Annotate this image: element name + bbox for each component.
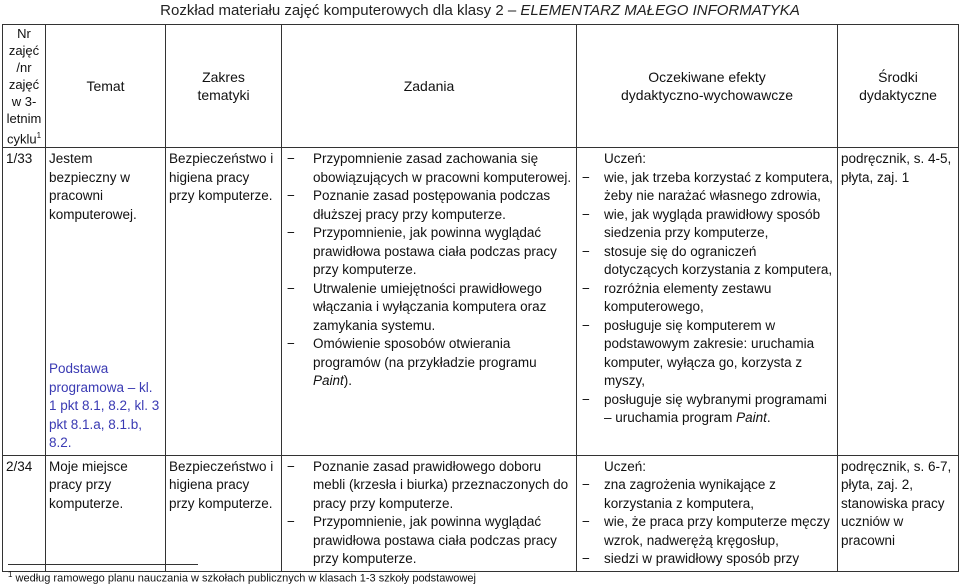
cell-zakres: Bezpieczeństwo i higiena pracy przy komputerze. — [166, 455, 282, 571]
cell-temat: Moje miejsce pracy przy komputerze. — [46, 455, 166, 571]
cell-efekty — [577, 148, 838, 456]
title-italic: ELEMENTARZ MAŁEGO INFORMATYKA — [520, 2, 800, 19]
cell-zakres: Bezpieczeństwo i higiena pracy przy komputerze. — [166, 148, 282, 456]
cell-zadania — [282, 455, 577, 571]
table-row — [3, 148, 959, 456]
list-item: − Przypomnienie zasad zachowania się obowiązujących w pracowni komputerowej. — [313, 150, 573, 187]
temat-text: Jestem bezpieczny w pracowni komputerowej. — [49, 151, 137, 222]
efekty-head: Uczeń: — [604, 458, 647, 474]
list-item: − siedzi w prawidłowy sposób przy — [604, 550, 834, 569]
header-srodki: Środki dydaktyczne — [838, 25, 959, 148]
list-item: − wie, że praca przy komputerze męczy wzrok, nadwerężą kręgosłup, — [604, 513, 834, 550]
footnote-ref: 1 — [36, 131, 42, 140]
list-item: − Przypomnienie, jak powinna wyglądać prawidłowa postawa ciała podczas pracy przy komputerze. — [313, 224, 573, 280]
list-item: − posługuje się komputerem w podstawowym zakresie: uruchamia komputer, wyłącza go, korzysta z myszy, — [604, 317, 834, 391]
footnote-mark: 1 — [8, 570, 13, 579]
cell-temat — [46, 148, 166, 456]
footnote — [8, 568, 476, 586]
table-row — [3, 455, 959, 571]
list-item: − rozróżnia elementy zestawu komputerowego, — [604, 280, 834, 317]
document-title — [0, 0, 960, 22]
list-item: − Utrwalenie umiejętności prawidłowego włączania i wyłączania komputera oraz zamykania systemu. — [313, 280, 573, 336]
list-item: − Poznanie zasad postępowania podczas dłuższej pracy przy komputerze. — [313, 187, 573, 224]
podstawa-programowa-link[interactable]: Podstawa programowa – kl. 1 pkt 8.1, 8.2, kl. 3 pkt 8.1.a, 8.1.b, 8.2. — [49, 361, 160, 451]
footnote-divider — [8, 564, 198, 565]
list-item: − Przypomnienie, jak powinna wyglądać prawidłowa postawa ciała podczas pracy przy komputerze. — [313, 513, 573, 569]
list-item: − Omówienie sposobów otwierania programów (na przykładzie programu Paint). — [313, 335, 573, 391]
header-zadania: Zadania — [282, 25, 577, 148]
list-item: − Poznanie zasad prawidłowego doboru mebli (krzesła i biurka) przeznaczonych do pracy przy komputerze. — [313, 458, 573, 514]
list-item: − wie, jak wygląda prawidłowy sposób siedzenia przy komputerze, — [604, 206, 834, 243]
cell-srodki: podręcznik, s. 6-7, płyta, zaj. 2, stanowiska pracy uczniów w pracowni — [838, 455, 959, 571]
list-item: − posługuje się wybranymi programami – uruchamia program Paint. — [604, 391, 834, 428]
footnote-text: według ramowego planu nauczania w szkołach publicznych w klasach 1-3 szkoły podstawowej — [12, 572, 476, 585]
cell-nr: 1/33 — [3, 148, 46, 456]
efekty-head: Uczeń: — [604, 151, 647, 167]
header-efekty: Oczekiwane efekty dydaktyczno-wychowawcze — [577, 25, 838, 148]
title-prefix: Rozkład materiału zajęć komputerowych dla klasy 2 – — [160, 2, 521, 19]
list-item: − zna zagrożenia wynikające z korzystania z komputera, — [604, 476, 834, 513]
header-nr: Nr zajęć /nr zajęć w 3- letnim cyklu$^1$ — [3, 25, 46, 148]
list-item: − wie, jak trzeba korzystać z komputera, żeby nie narażać własnego zdrowia, — [604, 169, 834, 206]
cell-srodki: podręcznik, s. 4-5, płyta, zaj. 1 — [838, 148, 959, 456]
header-row — [3, 25, 959, 148]
list-item: − stosuje się do ograniczeń dotyczących korzystania z komputera, — [604, 243, 834, 280]
curriculum-table — [2, 24, 959, 572]
cell-nr: 2/34 — [3, 455, 46, 571]
cell-zadania — [282, 148, 577, 456]
cell-efekty — [577, 455, 838, 571]
header-zakres: Zakres tematyki — [166, 25, 282, 148]
header-temat: Temat — [46, 25, 166, 148]
